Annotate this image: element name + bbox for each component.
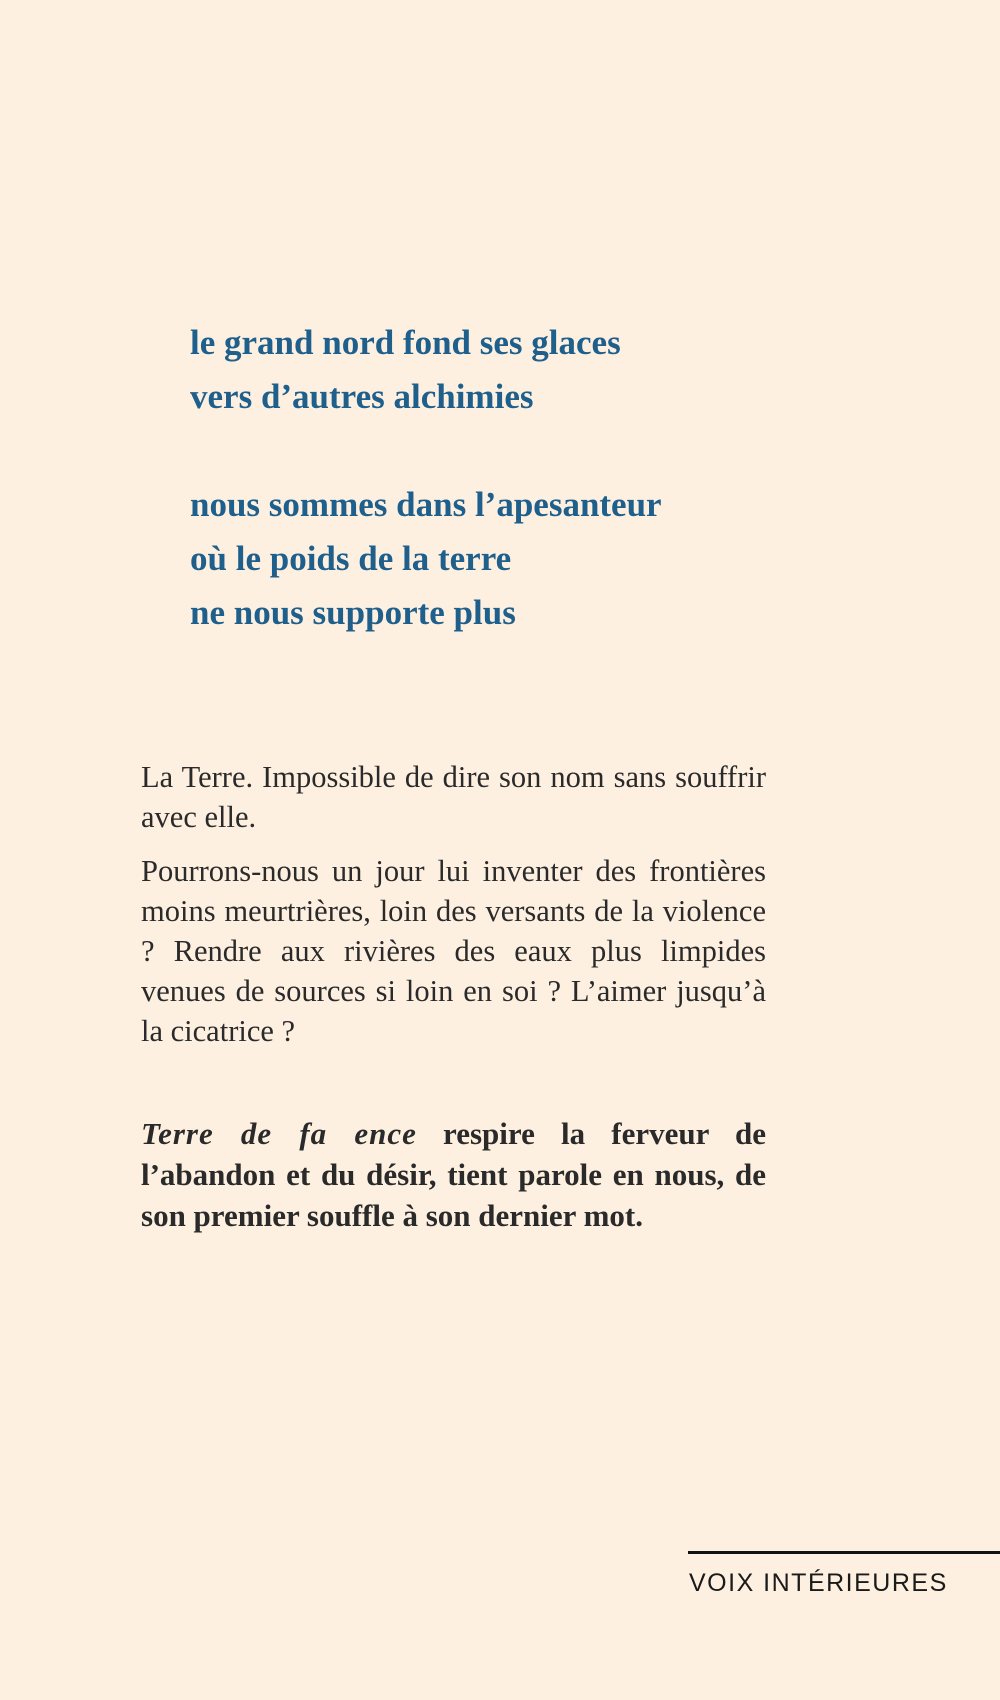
book-title: Terre de fa ence [141,1116,417,1151]
poem-line: vers d’autres alchimies [190,377,534,416]
prose-paragraph-2: Pourrons-nous un jour lui inventer des frontières moins meurtrières, loin des versants de la violence ? Rendre aux rivières des eaux plus limpides venues de sources si loin en soi ? L’aimer jusqu’à la cicatrice ? [141,854,766,1048]
poem-excerpt [190,316,830,694]
poem-line: ne nous supporte plus [190,593,516,632]
series-divider [688,1551,1000,1554]
poem-stanza-2 [190,478,830,640]
poem-stanza-1 [190,316,830,424]
book-blurb [141,1113,766,1236]
poem-line: nous sommes dans l’apesanteur [190,485,662,524]
series-name: VOIX INTÉRIEURES [689,1569,948,1597]
blurb-text: respire la ferveur de l’abandon et du désir, tient parole en nous, de son premier souffle à son dernier mot. [141,1116,766,1233]
poem-line: le grand nord fond ses glaces [190,323,621,362]
poem-line: où le poids de la terre [190,539,512,578]
prose-paragraph-1: La Terre. Impossible de dire son nom sans souffrir avec elle. [141,760,766,834]
back-cover-text [141,757,766,1065]
